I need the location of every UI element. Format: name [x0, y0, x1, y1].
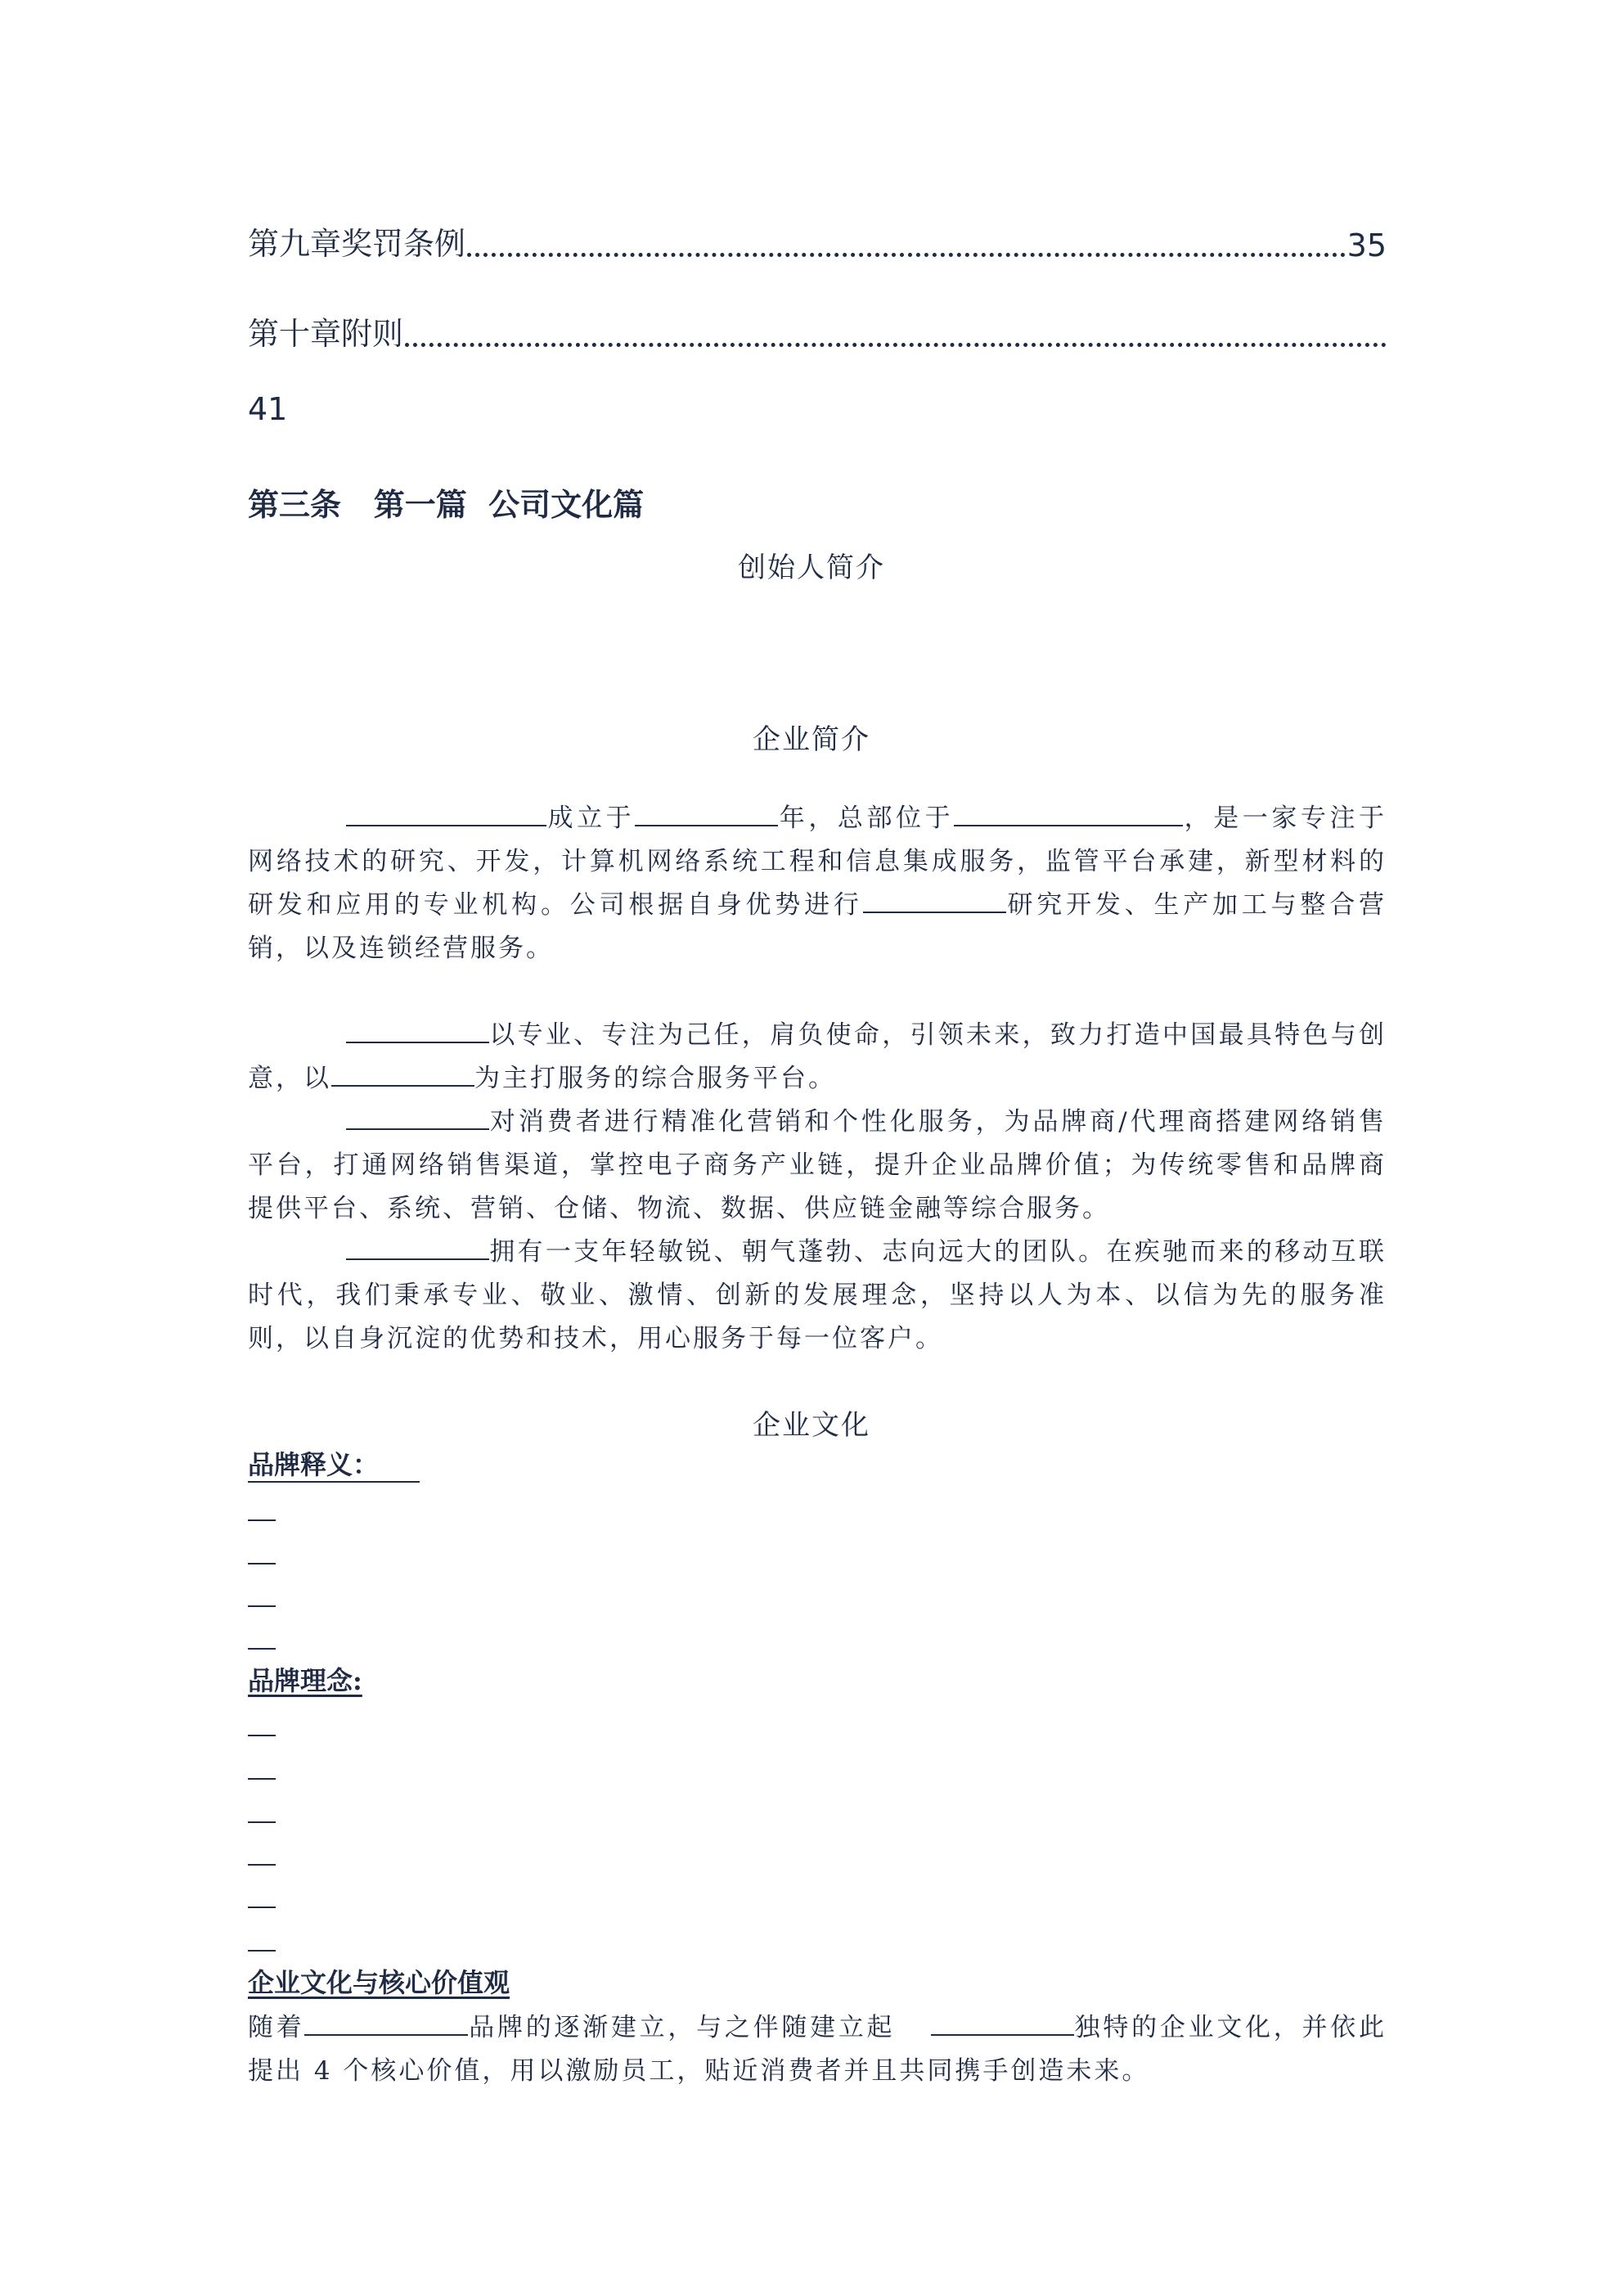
- brand-concept-label: 品牌理念:: [248, 1665, 362, 1696]
- toc-title: 第九章奖罚条例: [248, 226, 466, 262]
- toc-title: 第十章附则: [248, 316, 404, 352]
- brand-concept-blank-line[interactable]: [248, 1950, 276, 1952]
- brand-concept-blank-line[interactable]: [248, 1907, 276, 1908]
- brand-concept-blank-line[interactable]: [248, 1778, 276, 1780]
- core-values-body: 随着 品牌的逐渐建立，与之伴随建立起 独特的企业文化，并依此提出 4 个核心价值，用以激励员工，贴近消费者并且共同携手创造未来。: [248, 2006, 1387, 2093]
- company-name-blank[interactable]: [346, 1104, 489, 1130]
- brand-meaning-blank-line[interactable]: [248, 1519, 276, 1521]
- toc-leader-dots: [467, 248, 1346, 257]
- product-blank[interactable]: [863, 887, 1006, 913]
- brand-meaning-blank-line[interactable]: [248, 1648, 276, 1650]
- toc-entry-chapter-10[interactable]: [248, 304, 1387, 353]
- company-name-blank[interactable]: [931, 2010, 1074, 2036]
- toc-page-number: 35: [1347, 227, 1387, 263]
- brand-meaning-label: 品牌释义：: [248, 1448, 420, 1483]
- intro-paragraph-2: 以专业、专注为己任，肩负使命，引领未来，致力打造中国最具特色与创意，以 为主打服务的综合服务平台。: [248, 1014, 1387, 1101]
- brand-concept-blank-line[interactable]: [248, 1821, 276, 1823]
- company-name-blank[interactable]: [346, 1017, 489, 1043]
- intro-paragraph-3: 对消费者进行精准化营销和个性化服务，为品牌商/代理商搭建网络销售平台，打通网络销售渠道，掌控电子商务产业链，提升企业品牌价值；为传统零售和品牌商提供平台、系统、营销、仓储、物流、数据、供应链金融等综合服务。: [248, 1101, 1387, 1231]
- company-intro-body: [248, 797, 1387, 1361]
- brand-concept-blank-line[interactable]: [248, 1864, 276, 1866]
- toc-leader-dots: [405, 338, 1387, 347]
- company-name-blank[interactable]: [346, 1234, 489, 1260]
- intro-paragraph-4: 拥有一支年轻敏锐、朝气蓬勃、志向远大的团队。在疾驰而来的移动互联时代，我们秉承专业、敬业、激情、创新的发展理念，坚持以人为本、以信为先的服务准则，以自身沉淀的优势和技术，用心服务于每一位客户。: [248, 1231, 1387, 1361]
- section-heading: 第三条 第一篇 公司文化篇: [248, 487, 645, 523]
- headquarters-blank[interactable]: [954, 800, 1183, 826]
- brand-concept-blank-line[interactable]: [248, 1735, 276, 1736]
- toc-entry-chapter-9[interactable]: [248, 214, 1387, 263]
- founded-year-blank[interactable]: [635, 800, 778, 826]
- founder-title: 创始人简介: [738, 551, 885, 584]
- brand-meaning-blank-line[interactable]: [248, 1605, 276, 1607]
- brand-name-blank[interactable]: [304, 2010, 468, 2036]
- brand-meaning-blank-line[interactable]: [248, 1563, 276, 1564]
- toc-page-number: 41: [248, 391, 288, 427]
- company-intro-title: 企业简介: [753, 723, 870, 756]
- company-name-blank[interactable]: [346, 800, 546, 826]
- intro-paragraph-1: 成立于 年，总部位于 ，是一家专注于网络技术的研究、开发，计算机网络系统工程和信息集成服务，监管平台承建，新型材料的研发和应用的专业机构。公司根据自身优势进行 研究开发、生产加工与整合营销，以及连锁经营服务。: [248, 797, 1387, 970]
- core-values-label: 企业文化与核心价值观: [248, 1967, 510, 1998]
- service-blank[interactable]: [331, 1060, 474, 1087]
- culture-title: 企业文化: [753, 1409, 870, 1442]
